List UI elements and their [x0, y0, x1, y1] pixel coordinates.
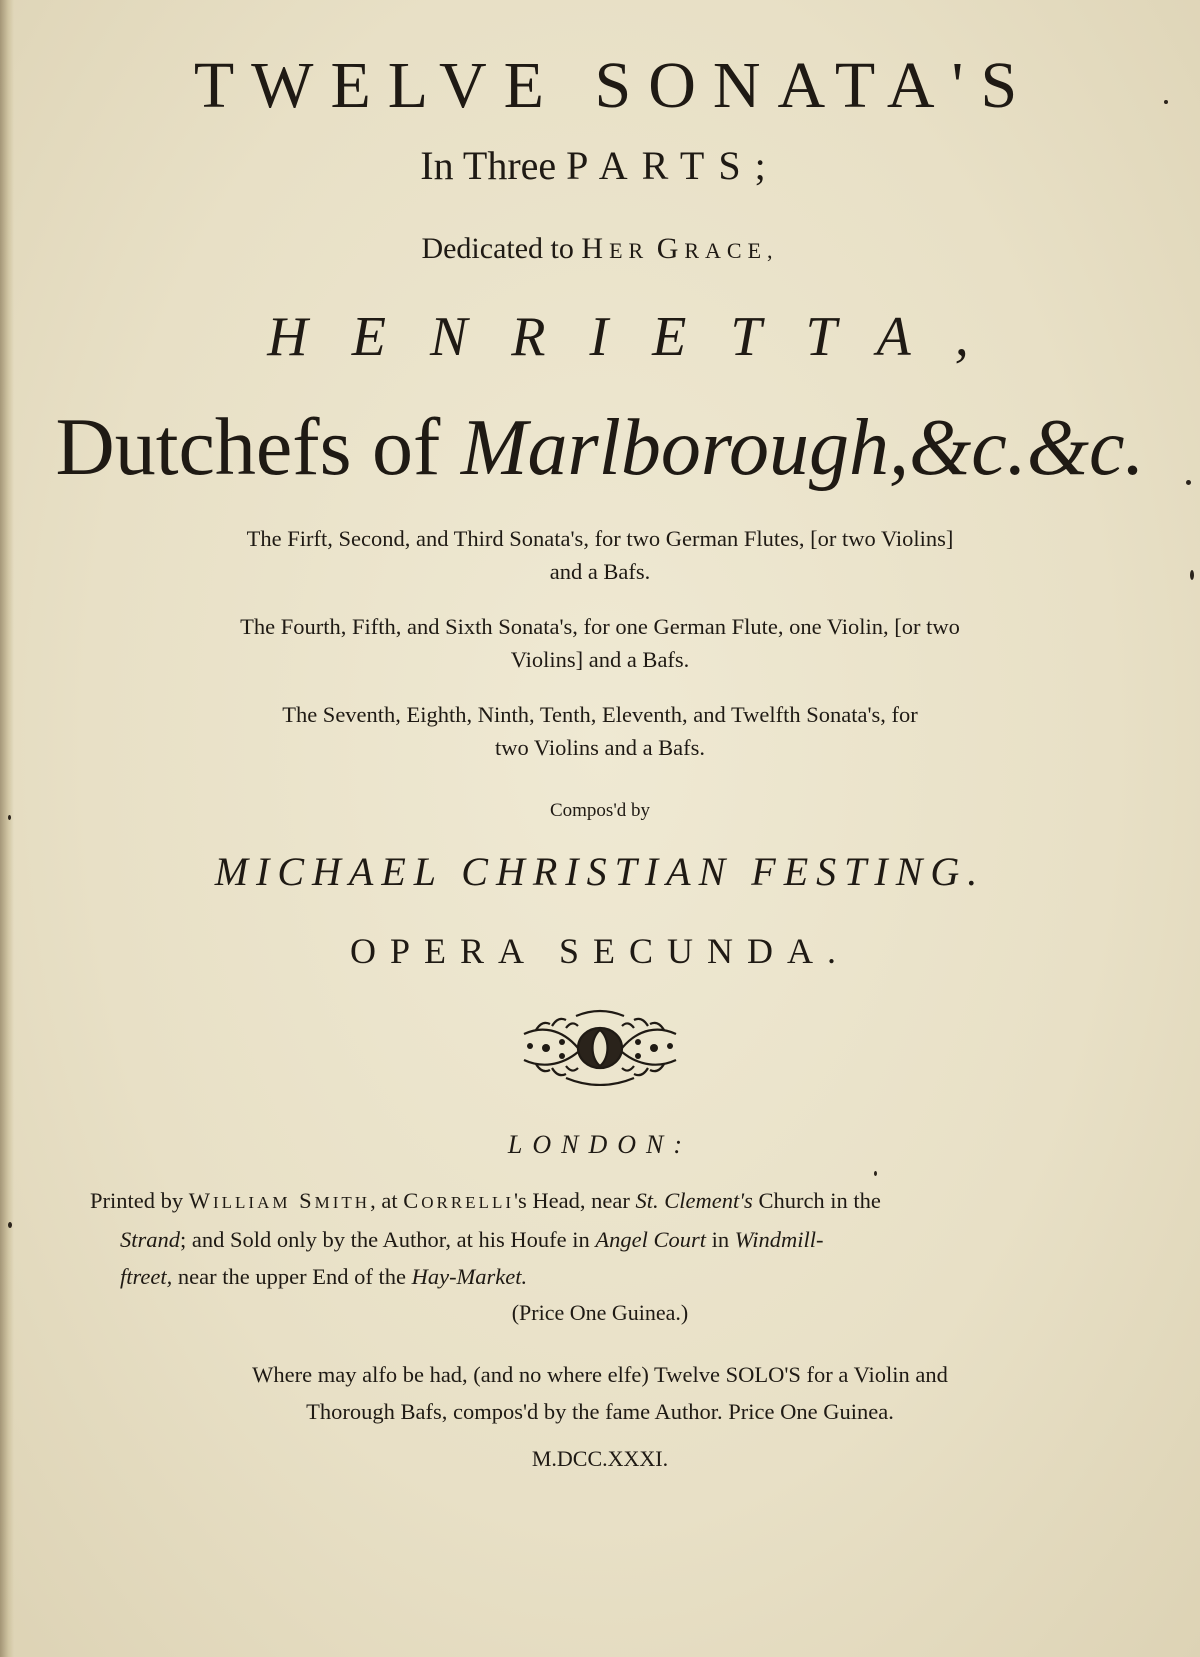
work-title: TWELVE SONATA'S — [193, 49, 1035, 122]
also-available-line: Thorough Bafs, compos'd by the fame Author. Price One Guinea. — [306, 1399, 894, 1424]
dedication-grace: GRACE, — [656, 232, 779, 265]
imprint-block — [90, 1182, 1110, 1295]
paper-speck — [8, 815, 11, 820]
dedication-prefix: Dedicated to — [421, 232, 574, 265]
composer-name: MICHAEL CHRISTIAN FESTING. — [214, 849, 986, 894]
description-line: Violins] and a Bafs. — [510, 647, 690, 672]
dutchess-prefix: Dutchefs of — [55, 401, 461, 492]
paper-speck — [1190, 570, 1194, 580]
imprint-place: LONDON: — [507, 1130, 693, 1159]
also-available-line: Where may alfo be had, (and no where elfe) Twelve SOLO'S for a Violin and — [252, 1362, 948, 1387]
imprint-line-3: ftreet, near the upper End of the Hay-Market. — [120, 1264, 528, 1289]
parts-line — [0, 142, 1200, 189]
description-block-3 — [0, 698, 1200, 764]
dedication-line — [0, 232, 1200, 266]
description-line: The Seventh, Eighth, Ninth, Tenth, Eleventh, and Twelfth Sonata's, for — [282, 702, 918, 727]
publication-year: M.DCC.XXXI. — [531, 1446, 669, 1471]
paper-speck — [8, 1222, 12, 1228]
imprint-line-1: Printed by WILLIAM SMITH, at CORRELLI's Head, near St. Clement's Church in the — [90, 1188, 881, 1213]
description-block-2 — [0, 610, 1200, 676]
paper-speck — [1186, 480, 1191, 485]
composed-by: Compos'd by — [549, 800, 651, 821]
opus-number: OPERA SECUNDA. — [349, 931, 851, 971]
paper-speck — [874, 1171, 877, 1176]
description-line: two Violins and a Bafs. — [494, 735, 706, 760]
dedicatee-title — [0, 400, 1200, 494]
paper-speck — [1164, 100, 1168, 104]
price-line: (Price One Guinea.) — [511, 1300, 689, 1325]
imprint-line-2: Strand; and Sold only by the Author, at his Houfe in Angel Court in Windmill- — [120, 1227, 824, 1252]
dedicatee-name: HENRIETTA, — [267, 306, 1013, 368]
dutchess-place: Marlborough,&c.&c. — [460, 404, 1145, 492]
description-line: The Firft, Second, and Third Sonata's, for two German Flutes, [or two Violins] — [246, 526, 954, 551]
description-line: The Fourth, Fifth, and Sixth Sonata's, for one German Flute, one Violin, [or two — [240, 614, 960, 639]
also-available — [0, 1356, 1200, 1430]
description-block-1 — [0, 522, 1200, 588]
description-line: and a Bafs. — [549, 559, 651, 584]
parts-prefix: In Three — [420, 143, 557, 188]
dedication-her: HER — [581, 232, 650, 265]
parts-word: PARTS; — [566, 143, 780, 188]
floral-ornament-icon — [516, 1008, 684, 1086]
